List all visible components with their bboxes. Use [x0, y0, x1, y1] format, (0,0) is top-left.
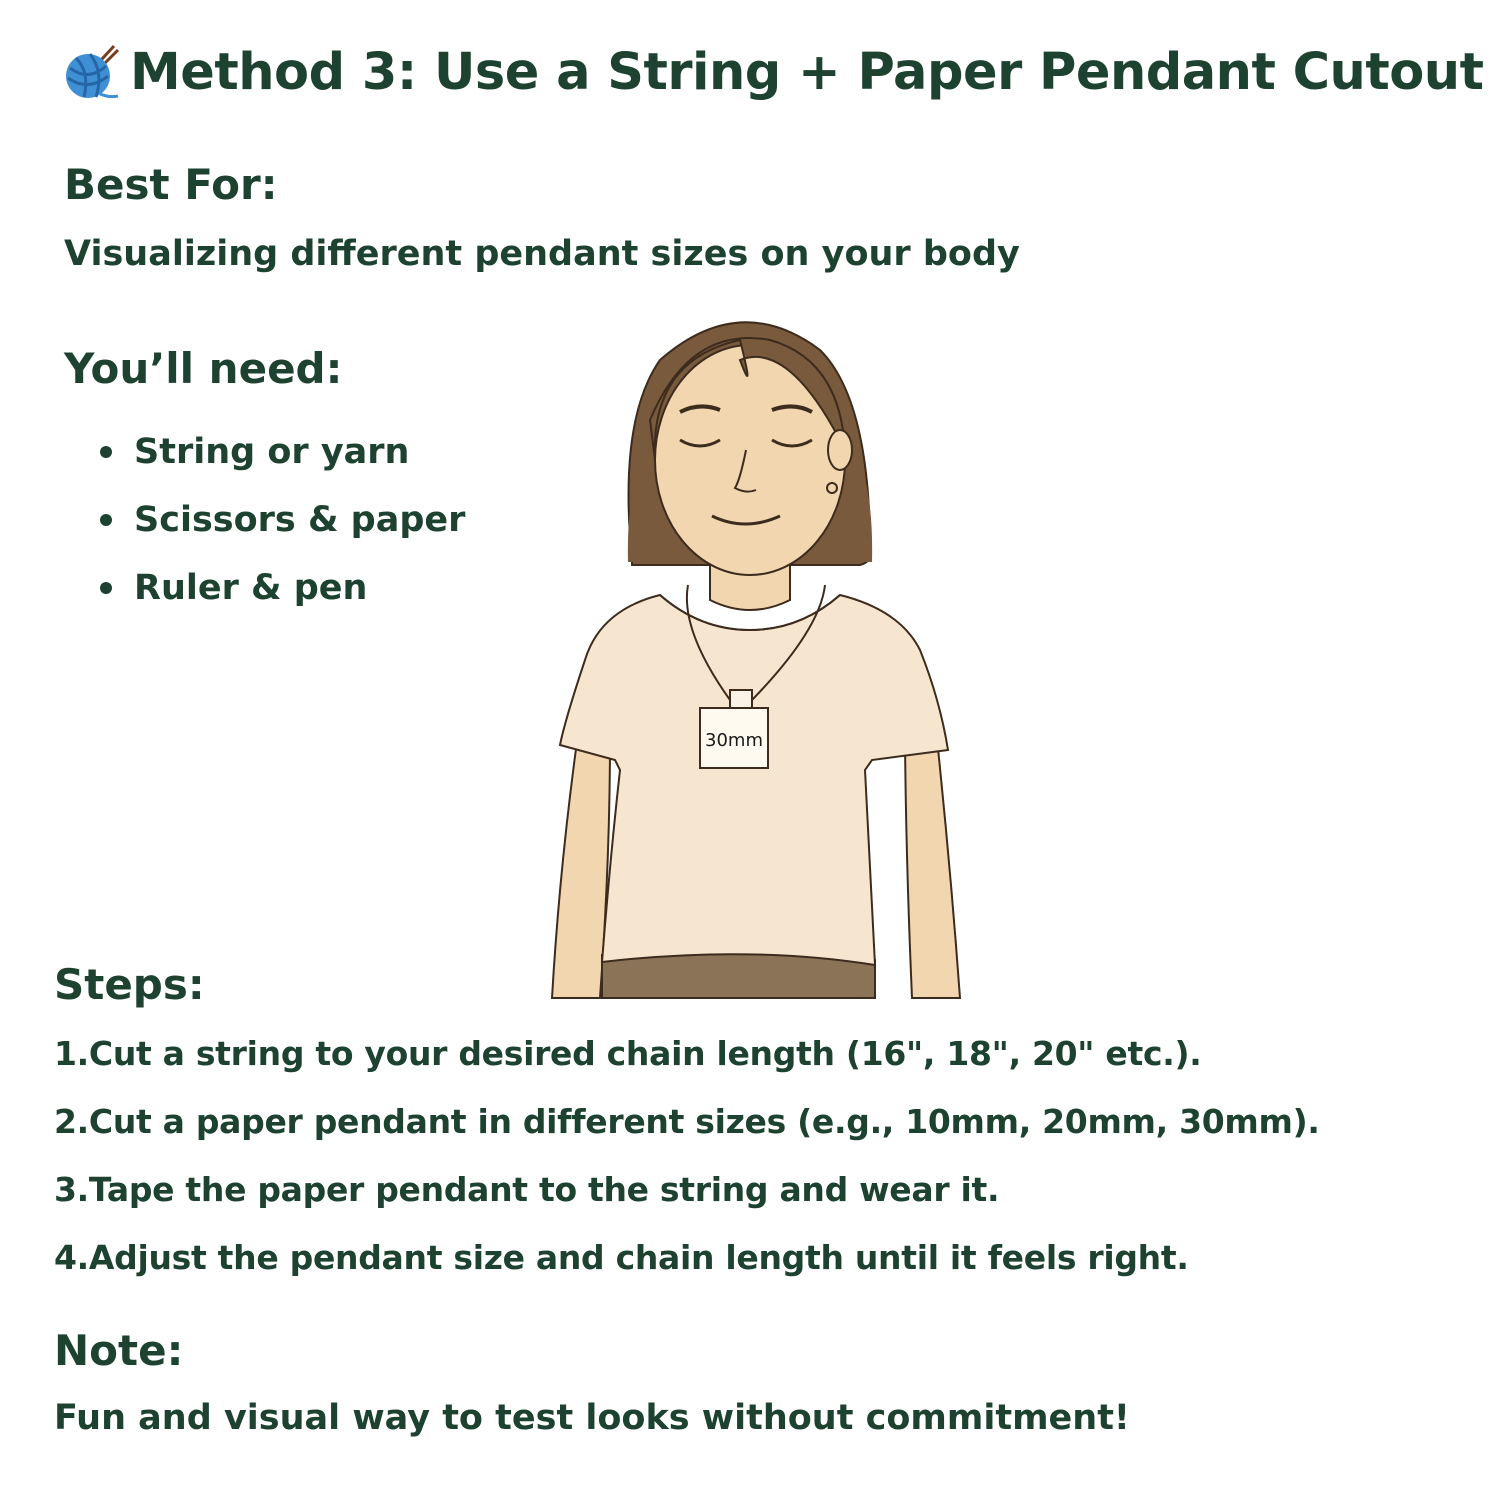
pendant-label: 30mm [705, 730, 763, 751]
step-number: 1. [54, 1034, 89, 1073]
list-item-label: Scissors & paper [134, 500, 466, 540]
step-text: Cut a string to your desired chain length (16", 18", 20" etc.). [88, 1034, 1202, 1073]
list-item [100, 486, 465, 554]
title-row [60, 42, 1483, 102]
list-item [100, 554, 465, 622]
step-item [54, 1102, 1320, 1141]
step-text: Cut a paper pendant in different sizes (e.g., 10mm, 20mm, 30mm). [88, 1102, 1320, 1141]
best-for-text: Visualizing different pendant sizes on your body [64, 234, 1020, 274]
step-text: Tape the paper pendant to the string and wear it. [88, 1170, 1000, 1209]
list-item-label: String or yarn [134, 432, 410, 472]
step-text: Adjust the pendant size and chain length until it feels right. [88, 1238, 1189, 1277]
need-heading: You’ll need: [64, 344, 343, 393]
list-item-label: Ruler & pen [134, 568, 368, 608]
step-item [54, 1034, 1201, 1073]
need-list [100, 418, 465, 622]
yarn-ball-icon [60, 42, 120, 102]
note-text: Fun and visual way to test looks without commitment! [54, 1398, 1130, 1438]
page-title: Method 3: Use a String + Paper Pendant Cutout [130, 42, 1484, 102]
bullet-icon [100, 582, 112, 594]
steps-heading: Steps: [54, 960, 205, 1009]
list-item [100, 418, 465, 486]
bullet-icon [100, 446, 112, 458]
note-heading: Note: [54, 1326, 184, 1375]
step-item [54, 1238, 1189, 1277]
step-number: 3. [54, 1170, 89, 1209]
best-for-heading: Best For: [64, 160, 278, 209]
step-number: 4. [54, 1238, 89, 1277]
step-number: 2. [54, 1102, 89, 1141]
woman-illustration [540, 300, 980, 1000]
bullet-icon [100, 514, 112, 526]
step-item [54, 1170, 999, 1209]
